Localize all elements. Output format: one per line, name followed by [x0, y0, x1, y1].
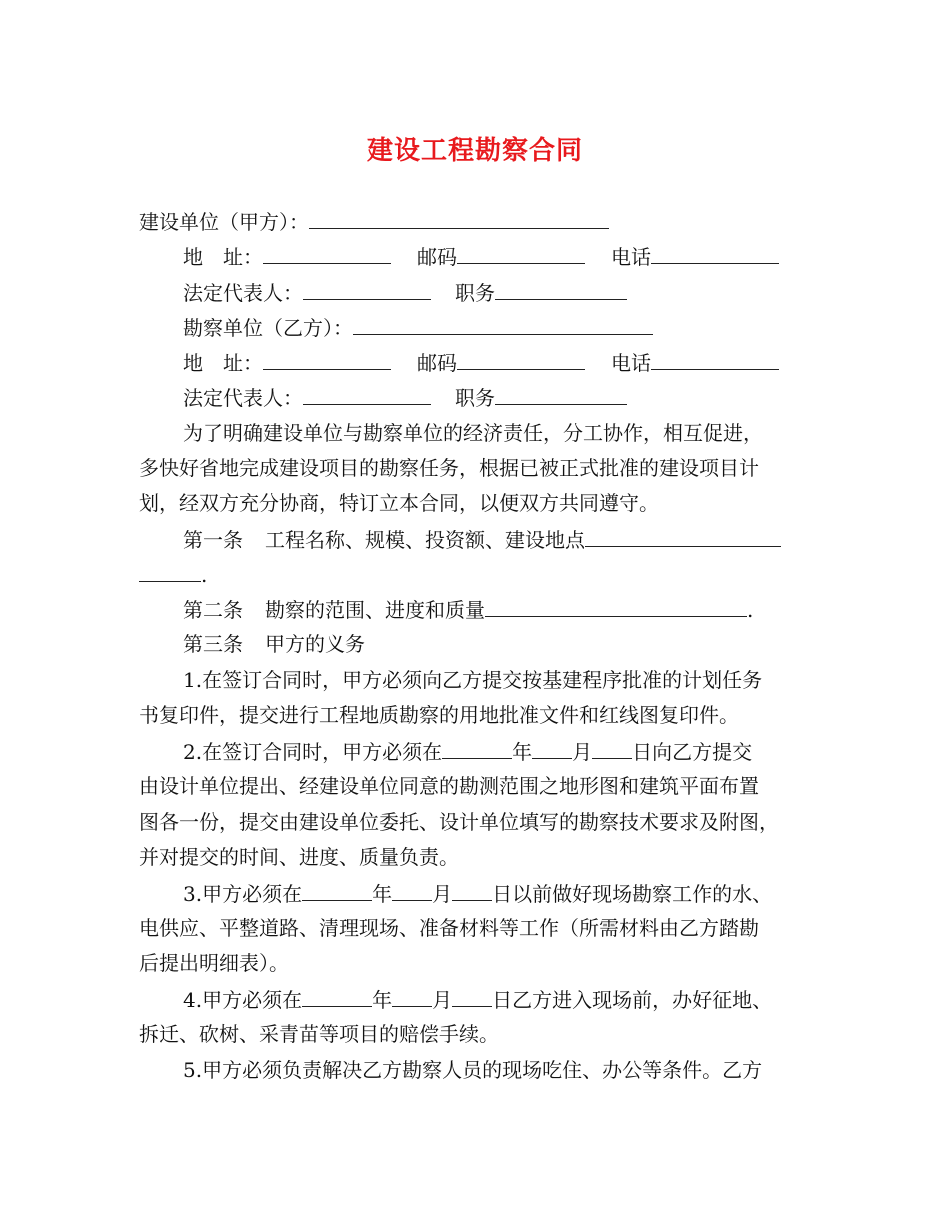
- article-1-line: [183, 526, 781, 553]
- clause-2-year-label: 年: [512, 740, 533, 764]
- clause-2-day-blank: [592, 738, 632, 759]
- party-b-address-blank: [263, 349, 391, 370]
- preamble-line-3: 划，经双方充分协商，特订立本合同，以便双方共同遵守。: [139, 491, 659, 515]
- clause-2-prefix: 2.在签订合同时，甲方必须在: [183, 740, 443, 764]
- clause-2-month-label: 月: [572, 740, 593, 764]
- party-a-legal-rep-label: 法定代表人：: [183, 281, 303, 305]
- party-b-blank: [353, 314, 653, 335]
- clause-2-month-blank: [532, 738, 572, 759]
- party-a-postcode-label: 邮码: [417, 245, 457, 269]
- clause-5-line-1: 5.甲方必须负责解决乙方勘察人员的现场吃住、办公等条件。乙方: [183, 1058, 763, 1082]
- party-a-label: 建设单位（甲方）：: [139, 210, 309, 234]
- article-3-line: [183, 631, 365, 657]
- preamble-line-2: 多快好省地完成建设项目的勘察任务，根据已被正式批准的建设项目计: [139, 456, 759, 480]
- clause-2-line-4: 并对提交的时间、进度、质量负责。: [139, 845, 459, 869]
- article-3-heading: 第三条: [183, 632, 243, 656]
- article-2-period: .: [747, 598, 754, 622]
- clause-3-line-2: 电供应、平整道路、清理现场、准备材料等工作（所需材料由乙方踏勘: [139, 916, 759, 940]
- party-b-postcode-blank: [457, 349, 585, 370]
- clause-4-day-blank: [452, 986, 492, 1007]
- party-b-legal-rep-blank: [303, 384, 431, 405]
- clause-1-line-1: 1.在签订合同时，甲方必须向乙方提交按基建程序批准的计划任务: [183, 668, 763, 692]
- clause-4-line-2: 拆迁、砍树、采青苗等项目的赔偿手续。: [139, 1022, 499, 1046]
- article-3-text: 甲方的义务: [265, 632, 365, 656]
- party-b-position-label: 职务: [455, 386, 495, 410]
- article-1-text: 工程名称、规模、投资额、建设地点: [265, 528, 585, 552]
- party-b-legal-rep-label: 法定代表人：: [183, 386, 303, 410]
- clause-3-month-blank: [392, 880, 432, 901]
- party-a-contact-line: [183, 243, 779, 270]
- article-2-text: 勘察的范围、进度和质量: [265, 598, 485, 622]
- party-a-postcode-blank: [457, 243, 585, 264]
- party-a-phone-label: 电话: [611, 245, 651, 269]
- clause-1-line-2: 书复印件，提交进行工程地质勘察的用地批准文件和红线图复印件。: [139, 703, 739, 727]
- clause-3-day-label: 日: [492, 882, 513, 906]
- party-a-blank: [309, 208, 609, 229]
- party-b-line: [183, 314, 653, 341]
- clause-4-year-blank: [302, 986, 372, 1007]
- article-1-blank: [585, 526, 781, 547]
- party-b-phone-blank: [651, 349, 779, 370]
- clause-4-month-label: 月: [432, 988, 453, 1012]
- article-2-heading: 第二条: [183, 598, 243, 622]
- clause-4-line-1: [183, 986, 772, 1013]
- clause-3-suffix: 以前做好现场勘察工作的水、: [512, 882, 773, 906]
- article-1-heading: 第一条: [183, 528, 243, 552]
- clause-2-day-label: 日: [632, 740, 653, 764]
- clause-3-line-1: [183, 880, 772, 907]
- clause-2-suffix: 向乙方提交: [652, 740, 753, 764]
- article-1-blank-cont: [139, 561, 201, 582]
- clause-2-line-3: 图各一份，提交由建设单位委托、设计单位填写的勘察技术要求及附图，: [139, 810, 779, 834]
- clause-2-line-2: 由设计单位提出、经建设单位同意的勘测范围之地形图和建筑平面布置: [139, 774, 759, 798]
- party-b-postcode-label: 邮码: [417, 351, 457, 375]
- party-b-address-label: 地 址：: [183, 351, 263, 375]
- clause-3-year-blank: [302, 880, 372, 901]
- document-title: 建设工程勘察合同: [366, 136, 583, 166]
- clause-4-day-label: 日: [492, 988, 513, 1012]
- party-b-phone-label: 电话: [611, 351, 651, 375]
- clause-4-year-label: 年: [372, 988, 393, 1012]
- party-a-legal-rep-blank: [303, 279, 431, 300]
- clause-3-year-label: 年: [372, 882, 393, 906]
- party-b-label: 勘察单位（乙方）：: [183, 316, 353, 340]
- party-a-position-blank: [495, 279, 627, 300]
- clause-4-suffix: 乙方进入现场前，办好征地、: [512, 988, 773, 1012]
- party-a-address-blank: [263, 243, 391, 264]
- clause-3-line-3: 后提出明细表）。: [139, 951, 289, 975]
- clause-3-month-label: 月: [432, 882, 453, 906]
- clause-3-day-blank: [452, 880, 492, 901]
- article-2-line: [183, 596, 753, 623]
- party-a-phone-blank: [651, 243, 779, 264]
- party-b-contact-line: [183, 349, 779, 376]
- clause-4-prefix: 4.甲方必须在: [183, 988, 303, 1012]
- party-b-position-blank: [495, 384, 627, 405]
- party-a-position-label: 职务: [455, 281, 495, 305]
- article-2-blank: [485, 596, 747, 617]
- clause-2-line-1: [183, 738, 752, 765]
- article-1-period: .: [201, 563, 208, 587]
- party-a-rep-line: [183, 279, 627, 306]
- clause-3-prefix: 3.甲方必须在: [183, 882, 303, 906]
- party-a-line: [139, 208, 609, 235]
- party-b-rep-line: [183, 384, 627, 411]
- clause-4-month-blank: [392, 986, 432, 1007]
- preamble-line-1: 为了明确建设单位与勘察单位的经济责任，分工协作，相互促进，: [183, 421, 763, 445]
- clause-2-year-blank: [442, 738, 512, 759]
- article-1-continuation: [139, 561, 207, 588]
- party-a-address-label: 地 址：: [183, 245, 263, 269]
